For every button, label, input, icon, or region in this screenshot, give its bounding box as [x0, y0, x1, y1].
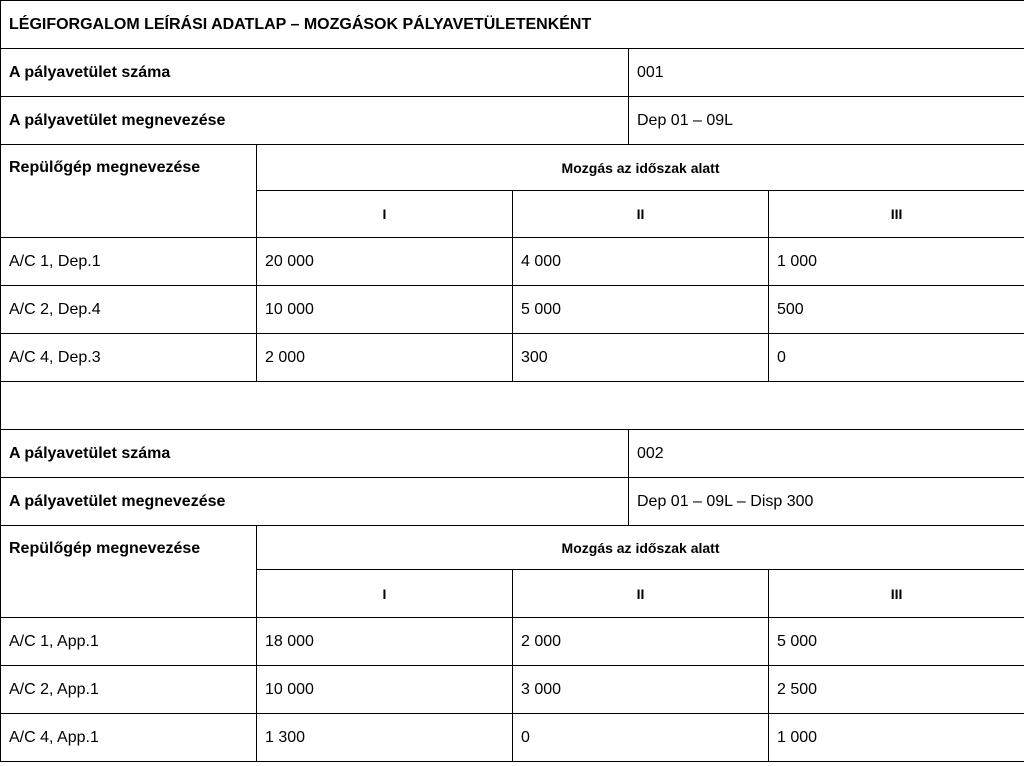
- aircraft-cell: A/C 1, App.1: [1, 618, 257, 666]
- track-number-row: [1, 49, 1024, 97]
- period-header: II: [513, 191, 769, 238]
- value-cell: 10 000: [257, 666, 513, 714]
- aircraft-cell: A/C 2, App.1: [1, 666, 257, 714]
- movements-period-header: Mozgás az időszak alatt: [257, 145, 1024, 191]
- track-name-row: [1, 478, 1024, 526]
- value-cell: 18 000: [257, 618, 513, 666]
- track-name-value: Dep 01 – 09L – Disp 300: [629, 478, 1024, 526]
- period-header: I: [257, 570, 513, 618]
- period-header: I: [257, 191, 513, 238]
- aircraft-cell: A/C 4, App.1: [1, 714, 257, 762]
- spacer-cell: [1, 382, 1024, 430]
- track-number-label: A pályavetület száma: [1, 49, 629, 97]
- track-number-label: A pályavetület száma: [1, 430, 629, 478]
- value-cell: 10 000: [257, 286, 513, 334]
- aircraft-name-header: Repülőgép megnevezése: [1, 145, 257, 238]
- value-cell: 2 500: [769, 666, 1024, 714]
- aircraft-cell: A/C 1, Dep.1: [1, 238, 257, 286]
- table-row: [1, 238, 1024, 286]
- aircraft-cell: A/C 4, Dep.3: [1, 334, 257, 382]
- track-number-value: 001: [629, 49, 1024, 97]
- value-cell: 1 000: [769, 238, 1024, 286]
- aircraft-cell: A/C 2, Dep.4: [1, 286, 257, 334]
- value-cell: 300: [513, 334, 769, 382]
- table-row: [1, 286, 1024, 334]
- period-header: III: [769, 570, 1024, 618]
- header-row: [1, 526, 1024, 570]
- movements-period-header: Mozgás az időszak alatt: [257, 526, 1024, 570]
- spacer-row: [1, 382, 1024, 430]
- document-title: LÉGIFORGALOM LEÍRÁSI ADATLAP – MOZGÁSOK PÁLYAVETÜLETENKÉNT: [1, 1, 1024, 49]
- value-cell: 5 000: [769, 618, 1024, 666]
- value-cell: 2 000: [513, 618, 769, 666]
- track-name-row: [1, 97, 1024, 145]
- header-row: [1, 145, 1024, 191]
- value-cell: 20 000: [257, 238, 513, 286]
- period-header: II: [513, 570, 769, 618]
- title-row: [1, 1, 1024, 49]
- track-name-label: A pályavetület megnevezése: [1, 478, 629, 526]
- value-cell: 5 000: [513, 286, 769, 334]
- track-number-value: 002: [629, 430, 1024, 478]
- value-cell: 0: [769, 334, 1024, 382]
- aircraft-name-header: Repülőgép megnevezése: [1, 526, 257, 618]
- table-row: [1, 334, 1024, 382]
- value-cell: 2 000: [257, 334, 513, 382]
- value-cell: 3 000: [513, 666, 769, 714]
- value-cell: 1 300: [257, 714, 513, 762]
- value-cell: 0: [513, 714, 769, 762]
- table-row: [1, 618, 1024, 666]
- table-row: [1, 666, 1024, 714]
- track-number-row: [1, 430, 1024, 478]
- track-name-label: A pályavetület megnevezése: [1, 97, 629, 145]
- table-row: [1, 714, 1024, 762]
- period-header: III: [769, 191, 1024, 238]
- value-cell: 1 000: [769, 714, 1024, 762]
- value-cell: 4 000: [513, 238, 769, 286]
- track-name-value: Dep 01 – 09L: [629, 97, 1024, 145]
- value-cell: 500: [769, 286, 1024, 334]
